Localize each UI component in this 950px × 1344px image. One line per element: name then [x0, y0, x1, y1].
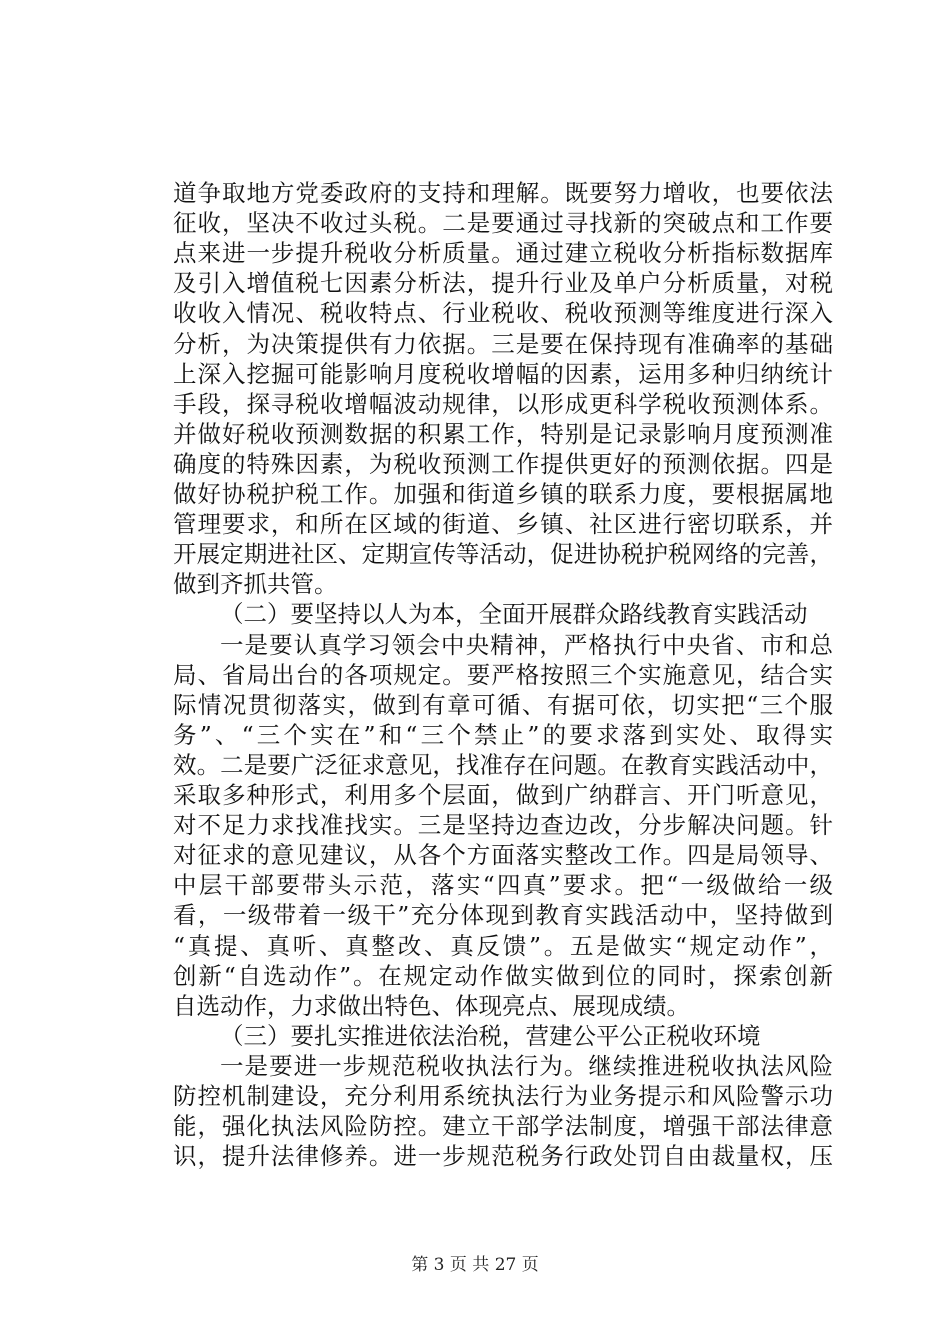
text-line: 局、省局出台的各项规定。要严格按照三个实施意见，结合实: [173, 660, 833, 689]
page-number-footer: 第 3 页 共 27 页: [411, 1255, 539, 1275]
text-line: 道争取地方党委政府的支持和理解。既要努力增收，也要依法: [173, 179, 833, 207]
text-line: 效。二是要广泛征求意见，找准存在问题。在教育实践活动中，: [173, 750, 833, 779]
text-line: 做好协税护税工作。加强和街道乡镇的联系力度，要根据属地: [173, 480, 833, 508]
text-line: 识，提升法律修养。进一步规范税务行政处罚自由裁量权，压: [173, 1142, 833, 1171]
text-line: 创新“自选动作”。在规定动作做实做到位的同时，探索创新: [173, 961, 833, 990]
text-line: 采取多种形式，利用多个层面，做到广纳群言、开门听意见，: [173, 781, 833, 809]
text-line: “真提、真听、真整改、真反馈”。五是做实“规定动作”，: [173, 931, 833, 960]
section-heading: （三）要扎实推进依法治税，营建公平公正税收环境: [220, 1021, 761, 1050]
text-line: 点来进一步提升税收分析质量。通过建立税收分析指标数据库: [173, 239, 833, 268]
text-line: 看，一级带着一级干”充分体现到教育实践活动中，坚持做到: [173, 901, 833, 930]
text-line: 并做好税收预测数据的积累工作，特别是记录影响月度预测准: [173, 419, 833, 448]
text-line: 防控机制建设，充分利用系统执法行为业务提示和风险警示功: [173, 1082, 833, 1110]
text-line: 自选动作，力求做出特色、体现亮点、展现成绩。: [173, 991, 690, 1020]
text-line: 对不足力求找准找实。三是坚持边查边改，分步解决问题。针: [173, 811, 833, 840]
text-line: 分析，为决策提供有力依据。三是要在保持现有准确率的基础: [173, 329, 833, 358]
text-line: 能，强化执法风险防控。建立干部学法制度，增强干部法律意: [173, 1112, 833, 1141]
text-line: 收收入情况、税收特点、行业税收、税收预测等维度进行深入: [173, 299, 833, 328]
text-line: 管理要求，和所在区域的街道、乡镇、社区进行密切联系，并: [173, 510, 833, 539]
text-line: 中层干部要带头示范，落实“四真”要求。把“一级做给一级: [173, 871, 833, 900]
text-line: 开展定期进社区、定期宣传等活动，促进协税护税网络的完善，: [173, 540, 833, 569]
text-line: 手段，探寻税收增幅波动规律，以形成更科学税收预测体系。: [173, 389, 833, 418]
text-line: 务”、“三个实在”和“三个禁止”的要求落到实处、取得实: [173, 720, 833, 749]
section-heading: （二）要坚持以人为本，全面开展群众路线教育实践活动: [220, 600, 808, 629]
text-line: 上深入挖掘可能影响月度税收增幅的因素，运用多种归纳统计: [173, 359, 833, 388]
text-line: 确度的特殊因素，为税收预测工作提供更好的预测依据。四是: [173, 449, 833, 478]
text-line: 及引入增值税七因素分析法，提升行业及单户分析质量，对税: [173, 269, 833, 298]
paragraph-first-line: 一是要进一步规范税收执法行为。继续推进税收执法风险: [220, 1051, 833, 1080]
text-line: 做到齐抓共管。: [173, 570, 338, 599]
text-line: 征收，坚决不收过头税。二是要通过寻找新的突破点和工作要: [173, 209, 833, 238]
paragraph-first-line: 一是要认真学习领会中央精神，严格执行中央省、市和总: [220, 630, 833, 659]
text-line: 对征求的意见建议，从各个方面落实整改工作。四是局领导、: [173, 841, 833, 870]
text-line: 际情况贯彻落实，做到有章可循、有据可依，切实把“三个服: [173, 690, 833, 719]
